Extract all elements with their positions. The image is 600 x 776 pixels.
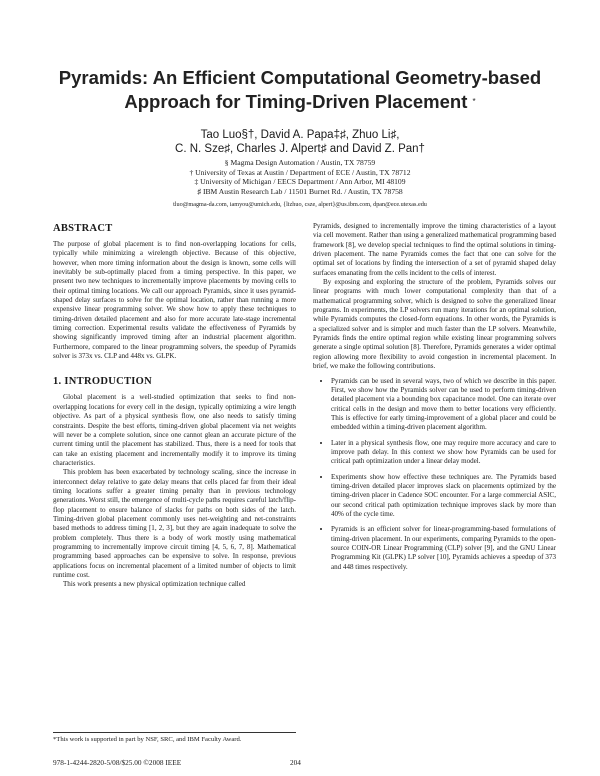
authors-line-1: Tao Luo§†, David A. Papa‡♯, Zhuo Li♯, [200,129,400,141]
intro-paragraph-3: This work presents a new physical optimization technique called [63,580,246,589]
title-line-1: Pyramids: An Efficient Computational Geometry-based [58,67,542,88]
isbn-footer: 978-1-4244-2820-5/08/$25.00 ©2008 IEEE [53,758,182,767]
list-item: • Pyramids is an efficient solver for linear-programming-based formulations of timing-driven placement. In our experiments, comparing Pyramids to the open-source COIN-OR Linear Programming (CLP) solver [9], and the GNU Linear Programming Kit (GLPK) LP solver [10], Pyramids achieves a speedup of 373 and 448 times respectively. [331,525,556,572]
title-line-2-text: Approach for Timing-Driven Placement [124,91,468,112]
introduction-heading: 1. INTRODUCTION [53,376,153,388]
footnote: *This work is supported in part by NSF, SRC, and IBM Faculty Award. [53,732,296,745]
left-column [53,222,296,590]
list-item: • Pyramids can be used in several ways, two of which we describe in this paper. First, we show how the Pyramids solver can be used to perform timing-driven detailed placement via a bounding box capacitance model. One can iterate over critical cells in the design and move them to better locations very efficiently. This is effective for early timing-improvement of a global placer and could be embedded within a timing-driven placement algorithm. [331,377,556,433]
right-paragraph-2: By exposing and exploring the structure of the problem, Pyramids solves our linear programs with much lower computational complexity than that of a mathematical programming solver, which is designed to solve the generalized linear programs. In experiments, the LP solvers run many iterations for an optimal solution, while Pyramids computes the closed-form equations. In other words, the Pyramids is a specialized solver and is simpler and much faster than the LP solvers. Meanwhile, Pyramids finds the entire optimal region while existing linear programming solvers generate a single optimal solution [8]. Therefore, Pyramids generates a wider optimal region allowing more flexibility to avoid congestion in incremental placement. In brief, we make the following contributions. [313,278,556,371]
affiliation-magma: § Magma Design Automation / Austin, TX 78759 [224,158,376,167]
affiliation-ut-austin: † University of Texas at Austin / Department of ECE / Austin, TX 78712 [189,167,411,177]
list-item: • Experiments show how effective these techniques are. The Pyramids based timing-driven detailed placer improves slack on placements optimized by the timing-driven placer in Cadence SOC encounter. For a large commercial ASIC, our second critical path optimization technique improves slack by more than 40% of the cycle time. [331,473,556,520]
affiliations [40,158,560,196]
title-line-2 [40,90,560,114]
author-list [40,128,560,156]
title-footnote-mark: * [472,97,476,106]
intro-paragraph-2: This problem has been exacerbated by technology scaling, since the increase in interconnect delay relative to gate delay means that cells placed far from their ideal timing locations suffer a greater timing penalty than in previous technology generations. Worst still, the emergence of multi-cycle paths requires careful latch/flip-flop placement to ensure balance of slacks for paths on both sides of the latch. Timing-driven global placement commonly uses net-weighting and net-constraints based methods to address timing [1, 2, 3], but they are again inadequate to solve the problem completely. Thus there is a body of work mostly using mathematical programming to incrementally improve circuit timing [4, 5, 6, 7, 8]. Mathematical programming based approaches can be expensive to solve. In response, previous applications focus on incremental placement of a limited number of objects to limit runtime cost. [53,468,296,579]
paper-title [40,66,560,114]
affiliation-ibm: ♯ IBM Austin Research Lab / 11501 Burnet Rd. / Austin, TX 78758 [197,186,403,196]
contributions-list [313,377,556,573]
abstract-heading: ABSTRACT [53,223,113,234]
page-number: 204 [290,758,301,767]
abstract-text: The purpose of global placement is to find non-overlapping locations for cells, typically while minimizing a wirelength objective. Because of this objective, however, when more timing information about the design is known, some cells will inevitably be sub-optimally placed from a timing perspective. In this paper, we present two new techniques to incrementally improve placements by moving cells to their optimal timing locations. We call our approach Pyramids, since it uses pyramid-shaped delay surfaces to solve for the optimal location, rather than running a more expensive linear programming solver. We show how to apply these techniques to timing-driven detailed placement and also for more accurate late-stage incremental timing correction. Experimental results validate the effectiveness of Pyramids by showing significantly improved timing after an industrial placement algorithm. Furthermore, compared to the linear programming solvers, the speedup of Pyramids solver is 373x vs. CLP and 448x vs. GLPK. [53,240,296,361]
author-emails: tluo@magma-da.com, iamyou@umich.edu, {lizhuo, csze, alpert}@us.ibm.com, dpan@ece.utexas.edu [173,201,427,208]
list-item: • Later in a physical synthesis flow, one may require more accuracy and care to improve path delay. In this context we show how Pyramids can be used for critical path optimization under a linear delay model. [331,439,556,467]
authors-line-2: C. N. Sze♯, Charles J. Alpert♯ and David Z. Pan† [175,143,425,155]
right-column [313,222,556,578]
intro-paragraph-1: Global placement is a well-studied optimization that seeks to find non-overlapping locations for every cell in the design, typically optimizing a wire length objective. As part of a physical synthesis flow, one also needs to satisfy timing constraints. Despite the best efforts, timing-driven global placement via net weights will never be a complete solution, since one cannot glean an accurate picture of the current timing until the placement has stabilized. Thus, there is a need for tools that can take an existing placement and incrementally modify it to improve its timing characteristics. [53,393,296,467]
right-paragraph-1: Pyramids, designed to incrementally improve the timing characteristics of a layout via cell movement. Rather than using a generalized mathematical programming based framework [8], we develop special techniques to find the optimal solutions in timing-driven placement. The name Pyramids comes the fact that one can solve for the optimal set of locations by finding the intersection of a set of pyramid shaped delay surfaces emanating from the cells incident to the cells of interest. [313,222,556,277]
affiliation-umich: ‡ University of Michigan / EECS Department / Ann Arbor, MI 48109 [194,177,406,187]
